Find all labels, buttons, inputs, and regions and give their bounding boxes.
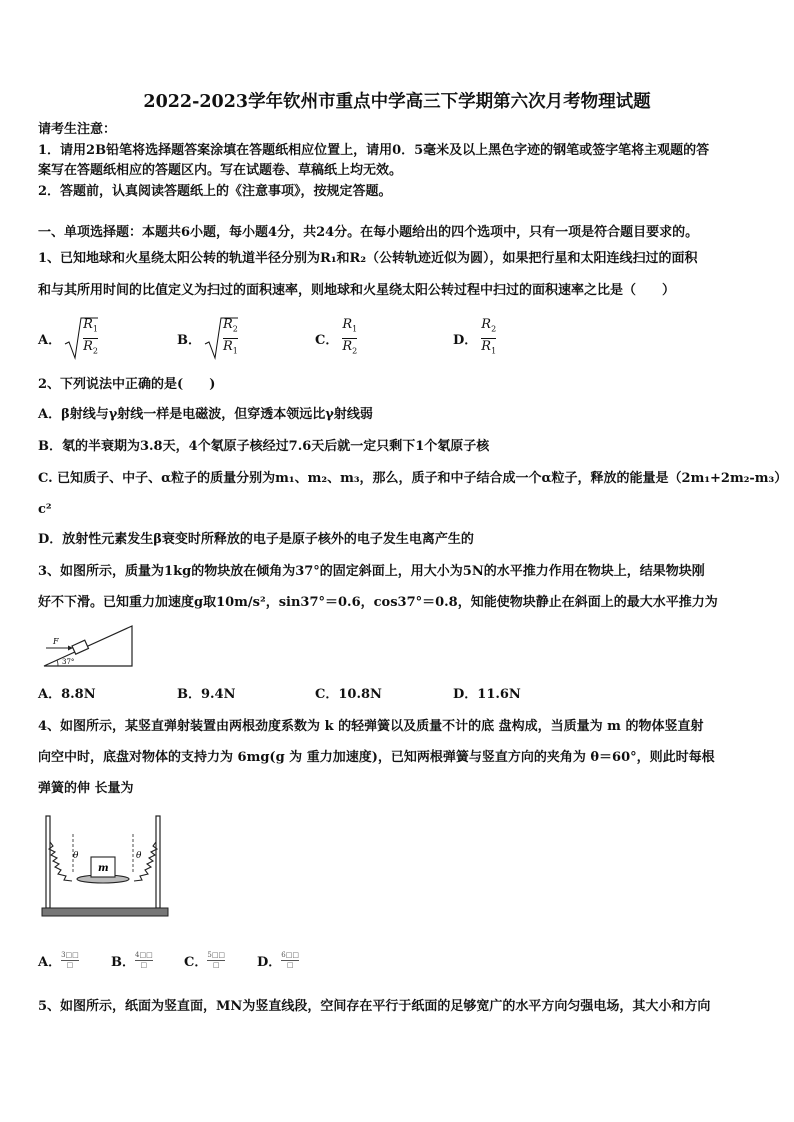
question-2-option-c-cont: c² [38, 502, 52, 517]
question-3-stem-cont: 好不下滑。已知重力加速度g取10m/s²，sin37°＝0.6，cos37°＝0.8，知能使物块静止在斜面上的最大水平推力为 [38, 595, 718, 610]
theta-left-label: θ [73, 851, 79, 861]
page-title: 2022-2023学年钦州市重点中学高三下学期第六次月考物理试题 [143, 92, 651, 112]
block [72, 640, 88, 654]
notice-item-1-cont: 案写在答题纸相应的答题区内。写在试题卷、草稿纸上均无效。 [38, 163, 403, 178]
question-4-option-c: C． $\frac{5□□}{□}$ [184, 950, 226, 970]
fraction-r1-over-r2: $\frac{R_1}{R_2}$ [342, 316, 358, 356]
theta-right-label: θ [136, 851, 142, 861]
mass-label: m [98, 863, 109, 874]
question-4-stem-cont-2: 弹簧的伸 长量为 [38, 781, 134, 796]
question-1-option-b: B． $\frac{R_2}{R_1}$ [177, 316, 238, 360]
question-2-option-b: B．氡的半衰期为3.8天，4个氡原子核经过7.6天后就一定只剩下1个氡原子核 [38, 439, 490, 454]
question-4-option-a: A． $\frac{3□□}{□}$ [38, 950, 79, 970]
angle-label: 37° [62, 658, 75, 666]
question-1-option-d: D． $\frac{R_2}{R_1}$ [453, 316, 496, 360]
question-1-option-a: A． $\frac{R_1}{R_2}$ [38, 316, 98, 360]
right-wall [156, 816, 160, 908]
question-4-stem-cont: 向空中时，底盘对物体的支持力为 6mg(g 为 重力加速度)，已知两根弹簧与竖直方向的夹角为 θ＝60°，则此时每根 [38, 750, 715, 765]
question-1-stem: 1、已知地球和火星绕太阳公转的轨道半径分别为R₁和R₂（公转轨迹近似为圆），如果把行星和太阳连线扫过的面积 [38, 251, 698, 266]
question-2-stem: 2、下列说法中正确的是( ) [38, 377, 216, 392]
notice-item-1: 1．请用2B铅笔将选择题答案涂填在答题纸相应位置上，请用0．5毫米及以上黑色字迹的钢笔或签字笔将主观题的答 [38, 143, 710, 158]
spring-launcher-figure [40, 812, 170, 920]
right-spring [134, 842, 157, 881]
question-4-stem: 4、如图所示，某竖直弹射装置由两根劲度系数为 k 的轻弹簧以及质量不计的底 盘构成，当质量为 m 的物体竖直射 [38, 719, 704, 734]
left-spring [49, 842, 72, 881]
question-3-option-b: B．9.4N [177, 687, 236, 702]
force-label: F [53, 637, 59, 646]
question-3-stem: 3、如图所示，质量为1kg的物块放在倾角为37°的固定斜面上，用大小为5N的水平推力作用在物块上，结果物块刚 [38, 564, 705, 579]
question-3-option-a: A．8.8N [38, 687, 96, 702]
question-4-option-d: D． $\frac{6□□}{□}$ [257, 950, 299, 970]
fraction-r2-over-r1: $\frac{R_2}{R_1}$ [481, 316, 497, 356]
incline-figure [40, 624, 136, 670]
question-2-option-c: C. 已知质子、中子、α粒子的质量分别为m₁、m₂、m₃，那么，质子和中子结合成一个α粒子，释放的能量是（2m₁+2m₂-m₃） [38, 471, 788, 486]
question-5-stem: 5、如图所示，纸面为竖直面，MN为竖直线段，空间存在平行于纸面的足够宽广的水平方向匀强电场，其大小和方向 [38, 999, 711, 1014]
question-1-stem-cont: 和与其所用时间的比值定义为扫过的面积速率，则地球和火星绕太阳公转过程中扫过的面积速率之比是（ ） [38, 283, 676, 298]
base [42, 908, 168, 916]
question-2-option-d: D．放射性元素发生β衰变时所释放的电子是原子核外的电子发生电离产生的 [38, 532, 474, 547]
question-4-option-b: B． $\frac{4□□}{□}$ [111, 950, 153, 970]
question-2-option-a: A．β射线与γ射线一样是电磁波，但穿透本领远比γ射线弱 [38, 407, 373, 422]
question-3-option-d: D．11.6N [453, 687, 521, 702]
section-heading: 一、单项选择题：本题共6小题，每小题4分，共24分。在每小题给出的四个选项中，只有一项是符合题目要求的。 [38, 225, 699, 240]
question-3-option-c: C．10.8N [315, 687, 382, 702]
notice-item-2: 2．答题前，认真阅读答题纸上的《注意事项》，按规定答题。 [38, 184, 392, 199]
question-1-option-c: C． $\frac{R_1}{R_2}$ [315, 316, 357, 360]
notice-heading: 请考生注意： [38, 122, 117, 137]
fraction-r1-over-r2: $\frac{R_1}{R_2}$ [83, 316, 98, 356]
fraction-r2-over-r1: $\frac{R_2}{R_1}$ [223, 316, 238, 356]
left-wall [46, 816, 50, 908]
